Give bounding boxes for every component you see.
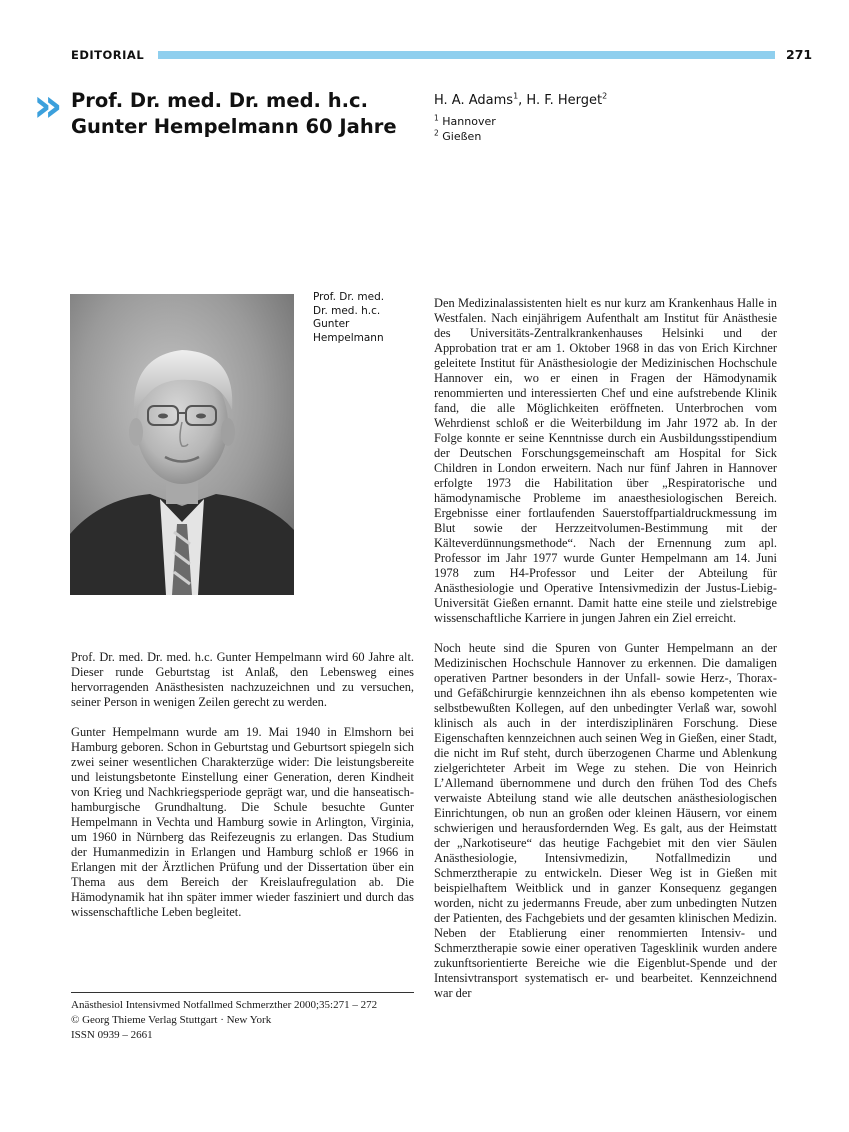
section-label: EDITORIAL — [71, 48, 145, 62]
paragraph: Prof. Dr. med. Dr. med. h.c. Gunter Hempelmann wird 60 Jahre alt. Dieser runde Geburtstag ist Anlaß, den Lebensweg eines hervorragenden Anästhesisten nachzuzeichnen und zu versuchen, seiner Person in wenigen Zeilen gerecht zu werden. — [71, 650, 414, 709]
affiliation-1 — [434, 115, 496, 128]
quote-mark-icon: » — [33, 78, 57, 132]
footer-rule — [71, 992, 414, 993]
photo-caption — [313, 291, 413, 345]
photo-caption-line: Prof. Dr. med. — [313, 291, 385, 303]
title-line-1: Prof. Dr. med. Dr. med. h.c. — [71, 89, 369, 112]
photo-caption-line: Dr. med. h.c. — [313, 304, 381, 317]
footer-citation: Anästhesiol Intensivmed Notfallmed Schmerzther 2000;35:271 – 272 — [71, 999, 378, 1011]
left-column — [71, 650, 414, 920]
affiliation-2-text: Gießen — [442, 130, 482, 143]
photo-caption-line: Gunter — [313, 318, 350, 330]
affiliation-2 — [434, 130, 481, 143]
affiliation-1-text: Hannover — [442, 115, 496, 128]
photo-caption-line: Hempelmann — [313, 331, 384, 344]
journal-footer — [71, 998, 377, 1043]
affiliation-2-sup: 2 — [434, 128, 439, 138]
author-2: H. F. Herget — [526, 93, 603, 108]
paragraph: Gunter Hempelmann wurde am 19. Mai 1940 in Elmshorn bei Hamburg geboren. Schon in Geburtstag und Geburtsort spiegeln sich zwei seiner wesentlichen Charakterzüge wider: Die leistungsbereite und leistungsbetonte Einstellung einer Generation, deren Kindheit von Krieg und Nachkriegsperiode geprägt war, und die hanseatisch-hamburgische Grundhaltung. Die Schule besuchte Gunter Hempelmann in Vechta und Hamburg sowie in Arlington, Virginia, um 1960 in Nürnberg das Reifezeugnis zu erlangen. Das Studium der Humanmedizin in Erlangen und Hamburg schloß er 1966 in Erlangen mit der Ärztlichen Prüfung und der Dissertation über ein Thema aus dem Bereich der Kreislaufregulation ab. Die Hämodynamik hat ihn später immer wieder fasziniert und durch das wissenschaftliche Leben begleitet. — [71, 725, 414, 919]
right-column — [434, 296, 777, 1001]
paragraph: Den Medizinalassistenten hielt es nur kurz am Krankenhaus Halle in Westfalen. Nach einjährigem Aufenthalt am Institut für Anästhesie des Universitäts-Zentralkrankenhauses Helsinki und der Approbation trat er am 1. Oktober 1968 in das von Erich Kirchner geleitete Institut für Anästhesiologie der Medizinischen Hochschule Hannover ein, wo er einen in Fragen der Hämodynamik renommierten und interessierten Chef und eine aufstrebende Klinik fand, die alle Möglichkeiten eröffneten. Unterbrochen vom Wehrdienst schloß er die Weiterbildung im Jahr 1972 ab. In der Folge konnte er seine Kenntnisse durch ein Ausbildungsstipendium der Deutschen Forschungsgemeinschaft am Hospital for Sick Children in London erweitern. Nach nur fünf Jahren in Hannover erfolgte 1973 die Habilitation über „Respiratorische und hämodynamische Probleme im anaesthesiologischen Bereich. Ergebnisse einer fortlaufenden Sauerstoffpartialdruckmessung im Blut sowie der Herzzeitvolumen-Bestimmung mit der Kälteverdünnungsmethode“. Nach der Ernennung zum apl. Professor im Jahr 1977 wurde Gunter Hempelmann am 14. Juni 1978 zum H4-Professor und Leiter der Abteilung für Anästhesiologie und Operative Intensivmedizin der Justus-Liebig-Universität Gießen ernannt. Damit hatte eine steile und zielstrebige wissenschaftliche Karriere in jungen Jahren ein Ziel erreicht. — [434, 296, 777, 625]
header-bar — [158, 51, 775, 59]
author-2-sup: 2 — [602, 91, 608, 101]
portrait-photo — [70, 294, 294, 595]
paragraph: Noch heute sind die Spuren von Gunter Hempelmann an der Medizinischen Hochschule Hannover zu erkennen. Die damaligen operativen Partner besonders in der Unfall- sowie Herz-, Thorax- und Gefäßchirurgie kennzeichnen ihn als ebenso kompetenten wie selbstbewußten Kollegen, auf den unbedingter Verlaß war, sowohl klinisch als auch in der interdisziplinären Forschung. Diese Eigenschaften kennzeichnen auch seinen Weg in Gießen, einer Stadt, die nicht im Ruf steht, durch überzogenen Charme und Ablenkung zielgerichteter Arbeit im Wege zu stehen. Die von Heinrich L’Allemand übernommene und durch den frühen Tod des Chefs verwaiste Abteilung stand wie alle deutschen anästhesiologischen Einrichtungen, ob nun an großen oder kleinen Häusern, vor einem schwierigen und herausfordernden Weg. Es galt, aus der Heimstatt der „Narkotiseure“ das heutige Fachgebiet mit den vier Säulen Anästhesiologie, Intensivmedizin, Notfallmedizin und Schmerztherapie zu entwickeln. Dieser Weg ist in Gießen mit beispielhaftem Weitblick und in ganzer Konsequenz gegangen worden, nicht zu jedermanns Freude, aber zum unbedingten Nutzen der Patienten, des Fachgebiets und der gesamten klinischen Medizin. Neben der Etablierung einer renommierten Intensiv- und Schmerztherapie sowie einer operativen Tagesklinik wurden andere zukunftsorientierte Bereiche wie die Eigenblut-Spende und der Intensivtransport systematisch er- und bearbeitet. Kennzeichnend war der — [434, 641, 777, 1000]
page-number: 271 — [786, 47, 813, 62]
affiliation-1-sup: 1 — [434, 113, 439, 123]
author-1: H. A. Adams — [434, 93, 514, 108]
author-separator: , — [518, 93, 527, 108]
footer-publisher: © Georg Thieme Verlag Stuttgart · New York — [71, 1014, 272, 1026]
title-line-2: Gunter Hempelmann 60 Jahre — [71, 115, 397, 138]
author-1-sup: 1 — [513, 91, 519, 101]
footer-issn: ISSN 0939 – 2661 — [71, 1029, 153, 1041]
authors — [434, 93, 607, 108]
article-title — [71, 88, 401, 140]
